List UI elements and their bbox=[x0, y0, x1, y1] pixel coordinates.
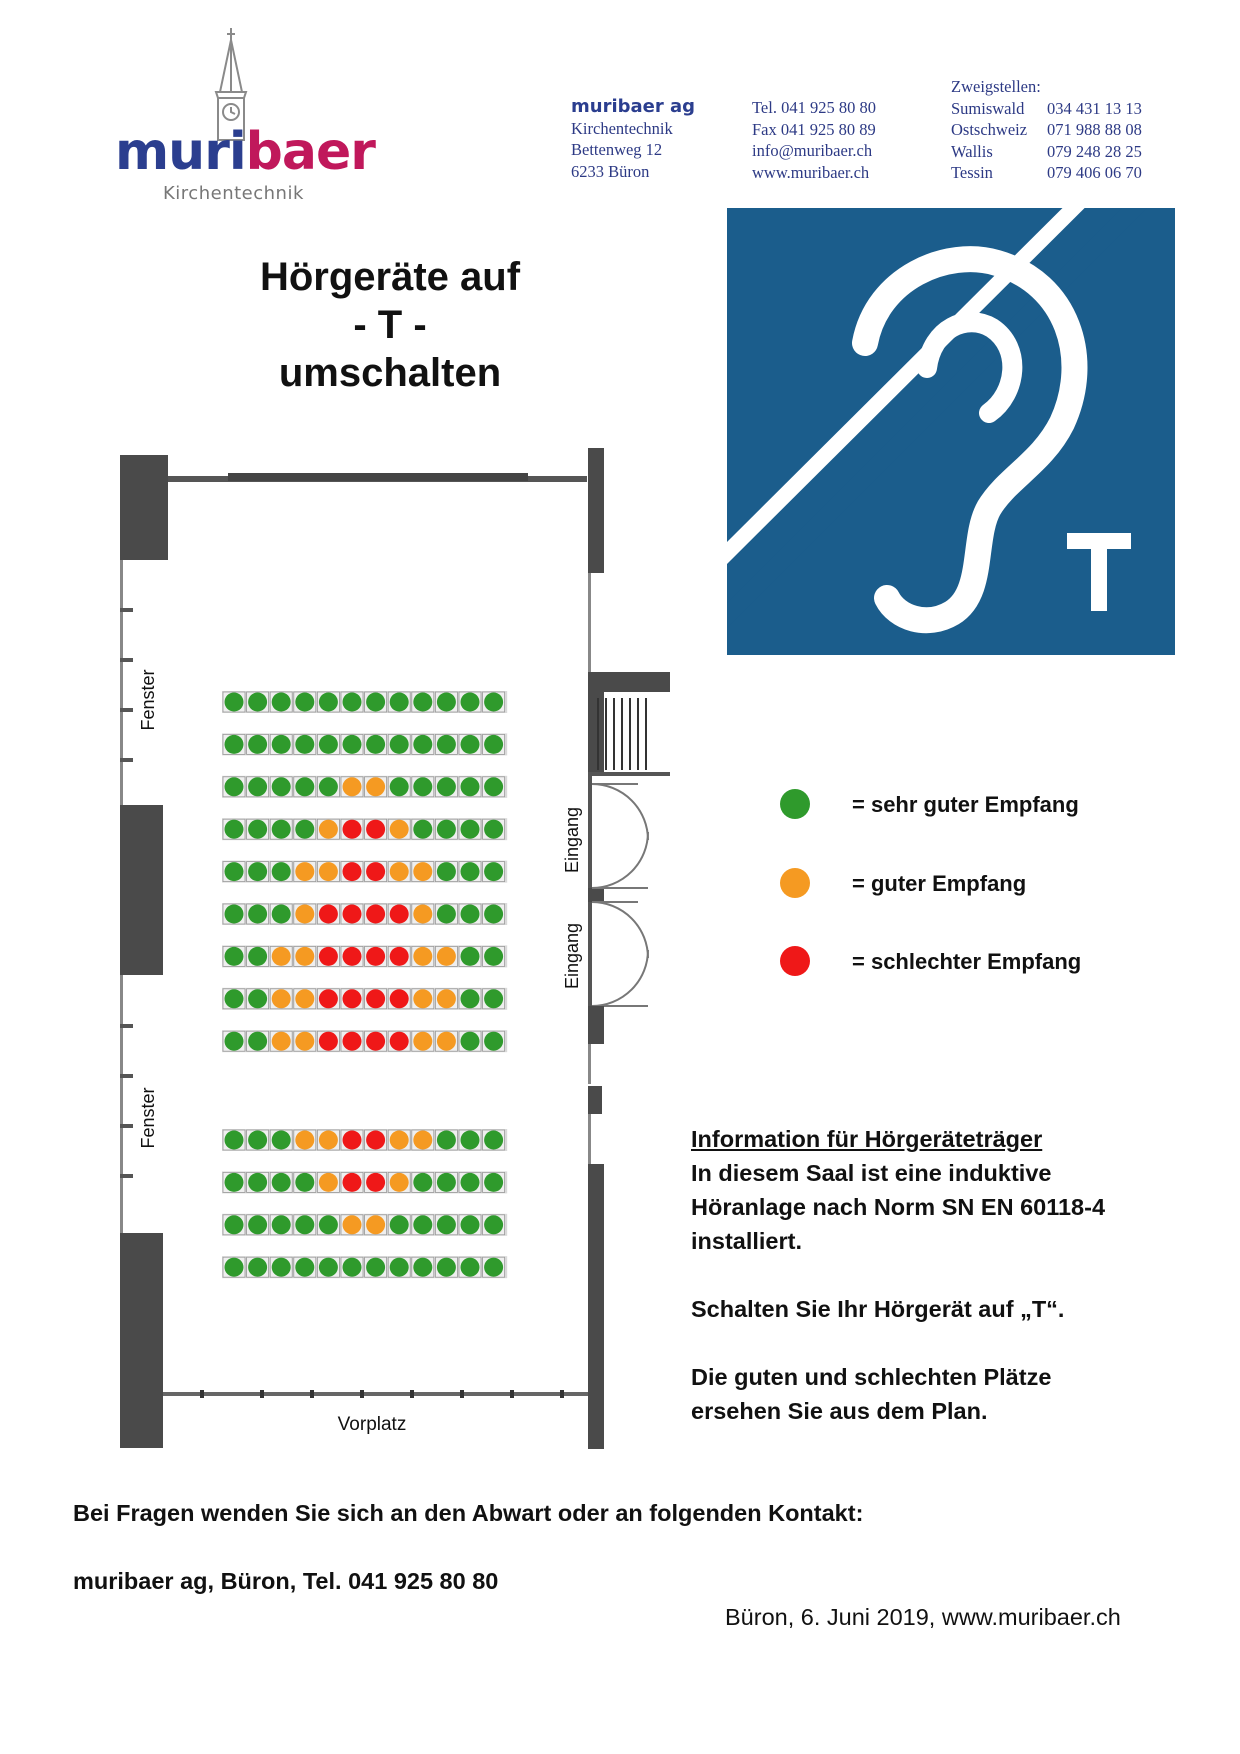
seat bbox=[390, 820, 409, 839]
seat bbox=[461, 1173, 480, 1192]
seat bbox=[437, 777, 456, 796]
branches-heading: Zweigstellen: bbox=[951, 77, 1041, 96]
seat bbox=[272, 989, 291, 1008]
seat bbox=[437, 693, 456, 712]
seat bbox=[248, 820, 267, 839]
seat bbox=[225, 989, 244, 1008]
seat bbox=[461, 1131, 480, 1150]
contact-web: www.muribaer.ch bbox=[752, 162, 870, 182]
seat bbox=[390, 777, 409, 796]
seat bbox=[413, 862, 432, 881]
seat bbox=[366, 1258, 385, 1277]
seat bbox=[413, 693, 432, 712]
info-line: installiert. bbox=[691, 1228, 803, 1254]
seat bbox=[343, 862, 362, 881]
info-line: Höranlage nach Norm SN EN 60118-4 bbox=[691, 1194, 1106, 1220]
seat bbox=[319, 693, 338, 712]
seat bbox=[437, 735, 456, 754]
title-line: umschalten bbox=[278, 351, 502, 395]
seat bbox=[272, 777, 291, 796]
seat bbox=[248, 862, 267, 881]
seat bbox=[366, 905, 385, 924]
seat bbox=[319, 1131, 338, 1150]
seat bbox=[366, 693, 385, 712]
footer-question: Bei Fragen wenden Sie sich an den Abwart oder an folgenden Kontakt: bbox=[73, 1500, 864, 1526]
seat bbox=[484, 989, 503, 1008]
seat bbox=[295, 947, 314, 966]
seat bbox=[437, 1032, 456, 1051]
seat bbox=[295, 693, 314, 712]
seat bbox=[272, 1032, 291, 1051]
seat-block-back bbox=[222, 1129, 507, 1278]
seat bbox=[484, 947, 503, 966]
seat bbox=[437, 989, 456, 1008]
seat bbox=[461, 693, 480, 712]
seat bbox=[248, 1131, 267, 1150]
seat bbox=[461, 947, 480, 966]
seat bbox=[366, 820, 385, 839]
legend-dot-red bbox=[780, 946, 810, 976]
company-address bbox=[571, 96, 695, 182]
page-title bbox=[200, 253, 580, 397]
window-label-bottom: Fenster bbox=[138, 1087, 158, 1149]
seat bbox=[366, 947, 385, 966]
title-line: - T - bbox=[353, 303, 427, 347]
seat bbox=[319, 777, 338, 796]
seat bbox=[343, 989, 362, 1008]
seat bbox=[413, 1131, 432, 1150]
floor-plan bbox=[110, 440, 670, 1450]
company-name: muribaer ag bbox=[571, 96, 696, 117]
seat bbox=[248, 1173, 267, 1192]
entrance-label-top: Eingang bbox=[562, 806, 582, 874]
seat bbox=[319, 862, 338, 881]
hearing-loop-ear-icon bbox=[727, 208, 1175, 655]
seat bbox=[484, 862, 503, 881]
seat bbox=[295, 820, 314, 839]
seat bbox=[484, 1131, 503, 1150]
seat bbox=[225, 820, 244, 839]
seat bbox=[225, 735, 244, 754]
seat bbox=[319, 905, 338, 924]
seat bbox=[437, 1173, 456, 1192]
seat bbox=[413, 989, 432, 1008]
seat bbox=[390, 693, 409, 712]
seat bbox=[437, 820, 456, 839]
info-line: ersehen Sie aus dem Plan. bbox=[691, 1398, 988, 1424]
seat bbox=[343, 905, 362, 924]
seat bbox=[484, 820, 503, 839]
forecourt-label: Vorplatz bbox=[337, 1414, 407, 1435]
seat bbox=[461, 989, 480, 1008]
contact-phone: Tel. 041 925 80 80 bbox=[752, 98, 876, 117]
address-line: Bettenweg 12 bbox=[571, 140, 663, 159]
logo-word-baer: baer bbox=[245, 122, 375, 182]
branch-row: Wallis 079 248 28 25 bbox=[951, 141, 1142, 161]
seat bbox=[437, 862, 456, 881]
seat bbox=[390, 1258, 409, 1277]
seat bbox=[437, 1215, 456, 1234]
seat bbox=[461, 820, 480, 839]
info-line: Die guten und schlechten Plätze bbox=[691, 1364, 1052, 1390]
seat bbox=[437, 1131, 456, 1150]
seat bbox=[343, 1131, 362, 1150]
seat bbox=[248, 1032, 267, 1051]
seat bbox=[295, 1258, 314, 1277]
seat bbox=[295, 989, 314, 1008]
legend-dot-orange bbox=[780, 868, 810, 898]
seat bbox=[484, 1258, 503, 1277]
logo-wordmark bbox=[115, 122, 375, 182]
entrance-label-bottom: Eingang bbox=[562, 922, 582, 990]
seat bbox=[272, 947, 291, 966]
seat bbox=[366, 989, 385, 1008]
seat bbox=[484, 1173, 503, 1192]
seat bbox=[225, 1173, 244, 1192]
seat bbox=[319, 735, 338, 754]
footer-contact: muribaer ag, Büron, Tel. 041 925 80 80 bbox=[73, 1568, 499, 1594]
seat bbox=[461, 735, 480, 754]
logo-word-muri: muri bbox=[115, 122, 246, 182]
seat bbox=[248, 947, 267, 966]
seat bbox=[390, 1215, 409, 1234]
seat bbox=[272, 1173, 291, 1192]
seat bbox=[225, 1131, 244, 1150]
title-line: Hörgeräte auf bbox=[259, 255, 521, 299]
seat bbox=[248, 989, 267, 1008]
seat bbox=[413, 947, 432, 966]
info-line: Schalten Sie Ihr Hörgerät auf „T“. bbox=[691, 1296, 1065, 1322]
seat bbox=[343, 1258, 362, 1277]
window-label-top: Fenster bbox=[138, 669, 158, 731]
seat bbox=[295, 905, 314, 924]
seat bbox=[390, 1032, 409, 1051]
address-line: Kirchentechnik bbox=[571, 118, 673, 138]
seat bbox=[343, 1173, 362, 1192]
seat bbox=[343, 820, 362, 839]
seat bbox=[295, 735, 314, 754]
seat bbox=[461, 777, 480, 796]
seat bbox=[390, 1173, 409, 1192]
branches bbox=[951, 76, 1142, 184]
branch-row: Sumiswald 034 431 13 13 bbox=[951, 98, 1142, 118]
seat bbox=[272, 693, 291, 712]
seat bbox=[225, 1032, 244, 1051]
seat bbox=[319, 1258, 338, 1277]
seat bbox=[413, 735, 432, 754]
seat-block-front bbox=[222, 691, 507, 1052]
info-heading: Information für Hörgeräteträger bbox=[691, 1126, 1043, 1152]
seat bbox=[343, 693, 362, 712]
seat bbox=[225, 947, 244, 966]
seat bbox=[413, 777, 432, 796]
seat bbox=[366, 1215, 385, 1234]
seat bbox=[484, 1032, 503, 1051]
seat bbox=[248, 905, 267, 924]
seat bbox=[413, 1173, 432, 1192]
seat bbox=[484, 693, 503, 712]
seat bbox=[484, 1215, 503, 1234]
seat bbox=[413, 1215, 432, 1234]
logo-subtitle: Kirchentechnik bbox=[163, 183, 304, 204]
seat bbox=[343, 735, 362, 754]
seat bbox=[272, 905, 291, 924]
seat bbox=[295, 862, 314, 881]
info-block bbox=[691, 1122, 1211, 1428]
seat bbox=[295, 1173, 314, 1192]
seat bbox=[366, 777, 385, 796]
seat bbox=[390, 735, 409, 754]
seat bbox=[272, 1215, 291, 1234]
legend-label: = sehr guter Empfang bbox=[852, 792, 1079, 817]
seat bbox=[366, 1032, 385, 1051]
seat bbox=[461, 862, 480, 881]
seat bbox=[248, 693, 267, 712]
seat bbox=[484, 905, 503, 924]
address-line: 6233 Büron bbox=[571, 161, 650, 181]
seat bbox=[225, 1258, 244, 1277]
seat bbox=[272, 862, 291, 881]
seat bbox=[461, 1215, 480, 1234]
seat bbox=[390, 862, 409, 881]
seat bbox=[295, 1131, 314, 1150]
seat bbox=[225, 862, 244, 881]
company-contact bbox=[752, 97, 876, 183]
seat bbox=[437, 1258, 456, 1277]
seat bbox=[390, 947, 409, 966]
seat bbox=[366, 735, 385, 754]
branch-row: Ostschweiz 071 988 88 08 bbox=[951, 120, 1142, 139]
seat bbox=[461, 1258, 480, 1277]
seat bbox=[390, 1131, 409, 1150]
seat bbox=[225, 777, 244, 796]
seat bbox=[319, 989, 338, 1008]
seat bbox=[319, 1173, 338, 1192]
seat bbox=[366, 1131, 385, 1150]
seat bbox=[461, 905, 480, 924]
seat bbox=[461, 1032, 480, 1051]
seat bbox=[272, 1258, 291, 1277]
seat bbox=[437, 947, 456, 966]
branch-row: Tessin 079 406 06 70 bbox=[951, 163, 1142, 182]
seat bbox=[248, 1215, 267, 1234]
legend-label: = schlechter Empfang bbox=[852, 949, 1082, 974]
seat bbox=[319, 820, 338, 839]
seat bbox=[295, 1032, 314, 1051]
seat bbox=[484, 735, 503, 754]
seat bbox=[413, 1258, 432, 1277]
seat bbox=[248, 777, 267, 796]
seat bbox=[413, 1032, 432, 1051]
seat bbox=[343, 1032, 362, 1051]
seat bbox=[390, 989, 409, 1008]
seat bbox=[272, 820, 291, 839]
seat bbox=[484, 777, 503, 796]
seat bbox=[272, 1131, 291, 1150]
seat bbox=[248, 1258, 267, 1277]
info-line: In diesem Saal ist eine induktive bbox=[691, 1160, 1052, 1186]
seat bbox=[413, 905, 432, 924]
contact-fax: Fax 041 925 80 89 bbox=[752, 119, 876, 139]
seat bbox=[295, 1215, 314, 1234]
contact-email: info@muribaer.ch bbox=[752, 141, 873, 160]
footer-date-web: Büron, 6. Juni 2019, www.muribaer.ch bbox=[725, 1604, 1121, 1630]
seat bbox=[413, 820, 432, 839]
seat bbox=[319, 947, 338, 966]
seat bbox=[295, 777, 314, 796]
seat bbox=[390, 905, 409, 924]
seat bbox=[319, 1032, 338, 1051]
seat bbox=[437, 905, 456, 924]
seat bbox=[343, 777, 362, 796]
seat bbox=[272, 735, 291, 754]
legend-dot-green bbox=[780, 789, 810, 819]
seat bbox=[225, 693, 244, 712]
seat bbox=[366, 1173, 385, 1192]
seat bbox=[366, 862, 385, 881]
seat bbox=[225, 905, 244, 924]
seat bbox=[319, 1215, 338, 1234]
seat bbox=[225, 1215, 244, 1234]
legend-label: = guter Empfang bbox=[852, 871, 1027, 896]
seat bbox=[343, 947, 362, 966]
seat bbox=[248, 735, 267, 754]
seat bbox=[343, 1215, 362, 1234]
